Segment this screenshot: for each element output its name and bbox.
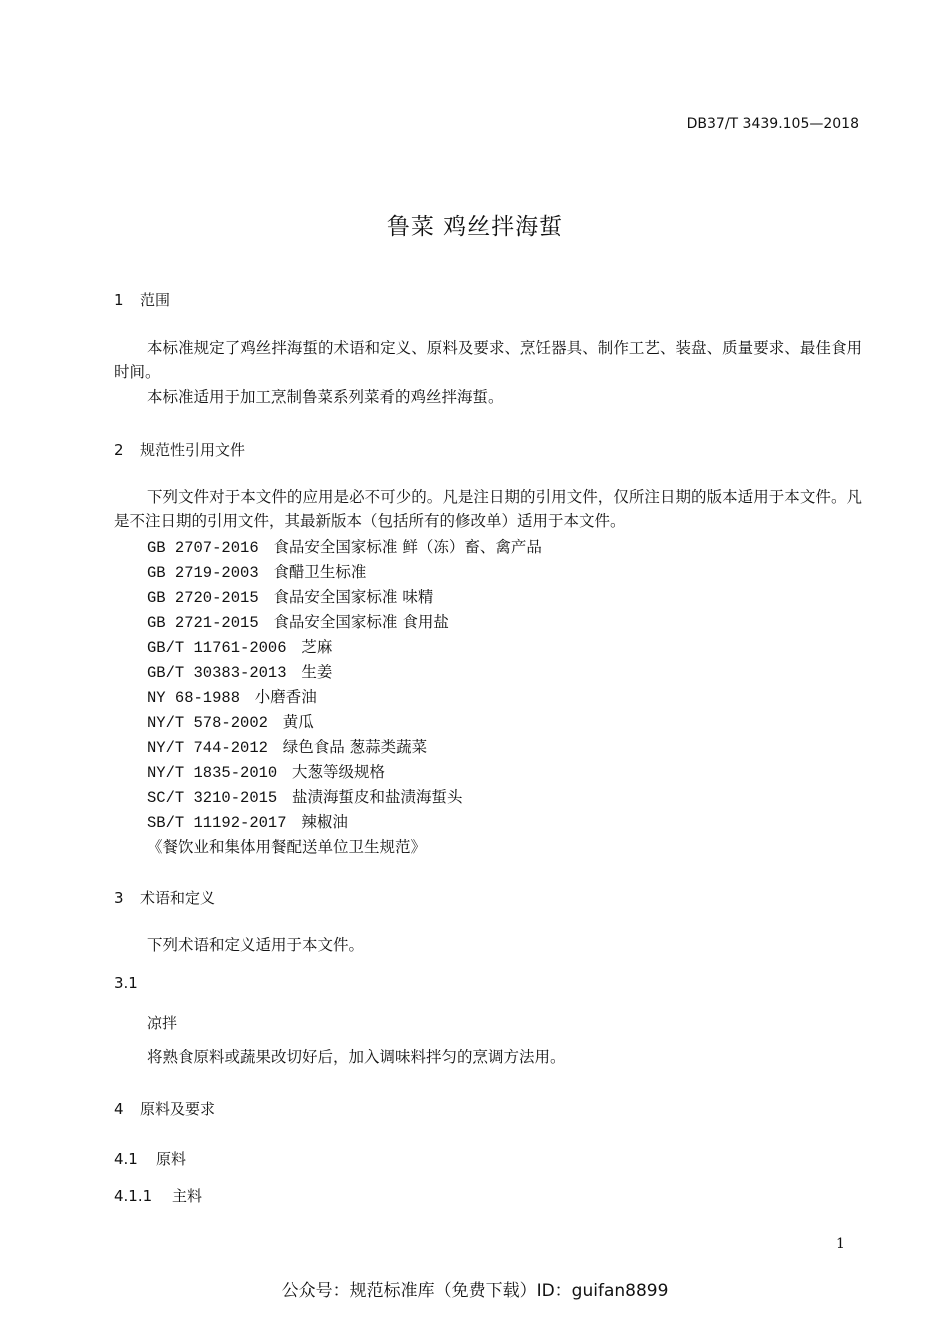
section-3-intro: 下列术语和定义适用于本文件。 — [147, 936, 365, 954]
section-3-number: 3 — [114, 889, 124, 907]
reference-item: GB 2720-2015 食品安全国家标准 味精 — [147, 588, 434, 607]
page-number: 1 — [836, 1236, 845, 1252]
term-name: 凉拌 — [147, 1014, 178, 1032]
reference-item: NY/T 1835-2010 大葱等级规格 — [147, 763, 386, 782]
section-2-number: 2 — [114, 441, 124, 459]
reference-item-regulation: 《餐饮业和集体用餐配送单位卫生规范》 — [147, 838, 427, 856]
section-2-heading — [114, 439, 245, 460]
reference-item: SB/T 11192-2017 辣椒油 — [147, 813, 348, 832]
reference-item: GB/T 30383-2013 生姜 — [147, 663, 333, 682]
reference-item: GB 2721-2015 食品安全国家标准 食用盐 — [147, 613, 449, 632]
section-2-title: 规范性引用文件 — [140, 441, 246, 459]
subsection-4-1-1-number: 4.1.1 — [114, 1187, 153, 1205]
section-3-heading — [114, 887, 215, 908]
subsection-4-1-title: 原料 — [156, 1150, 187, 1168]
subsection-4-1-number: 4.1 — [114, 1150, 138, 1168]
reference-item: NY 68-1988 小磨香油 — [147, 688, 317, 707]
section-1-paragraph-1: 本标准规定了鸡丝拌海蜇的术语和定义、原料及要求、烹饪器具、制作工艺、装盘、质量要求、最佳食用时间。 — [114, 339, 862, 381]
section-1-number: 1 — [114, 291, 124, 309]
section-4-heading — [114, 1098, 215, 1119]
section-2-intro: 下列文件对于本文件的应用是必不可少的。凡是注日期的引用文件，仅所注日期的版本适用于本文件。凡是不注日期的引用文件，其最新版本（包括所有的修改单）适用于本文件。 — [114, 488, 862, 530]
section-1-title: 范围 — [140, 291, 171, 309]
reference-item: SC/T 3210-2015 盐渍海蜇皮和盐渍海蜇头 — [147, 788, 463, 807]
reference-item: GB 2707-2016 食品安全国家标准 鲜（冻）畜、禽产品 — [147, 538, 542, 557]
document-title: 鲁菜 鸡丝拌海蜇 — [386, 214, 564, 240]
section-1-paragraph-2: 本标准适用于加工烹制鲁菜系列菜肴的鸡丝拌海蜇。 — [147, 388, 504, 406]
subsection-4-1-1-heading — [114, 1185, 202, 1206]
reference-item: NY/T 744-2012 绿色食品 葱蒜类蔬菜 — [147, 738, 428, 757]
reference-item: NY/T 578-2002 黄瓜 — [147, 713, 314, 732]
reference-item: GB 2719-2003 食醋卫生标准 — [147, 563, 367, 582]
section-1-heading — [114, 289, 170, 310]
section-4-number: 4 — [114, 1100, 124, 1118]
reference-item: GB/T 11761-2006 芝麻 — [147, 638, 333, 657]
subsection-4-1-1-title: 主料 — [172, 1187, 203, 1205]
term-definition: 将熟食原料或蔬果改切好后，加入调味料拌匀的烹调方法用。 — [147, 1048, 566, 1066]
subsection-4-1-heading — [114, 1148, 186, 1169]
section-3-title: 术语和定义 — [140, 889, 216, 907]
section-4-title: 原料及要求 — [140, 1100, 216, 1118]
normative-references-list — [147, 535, 542, 860]
footer-watermark: 公众号：规范标准库（免费下载）ID：guifan8899 — [281, 1281, 669, 1301]
standard-code: DB37/T 3439.105—2018 — [686, 116, 859, 132]
term-number: 3.1 — [114, 974, 138, 992]
